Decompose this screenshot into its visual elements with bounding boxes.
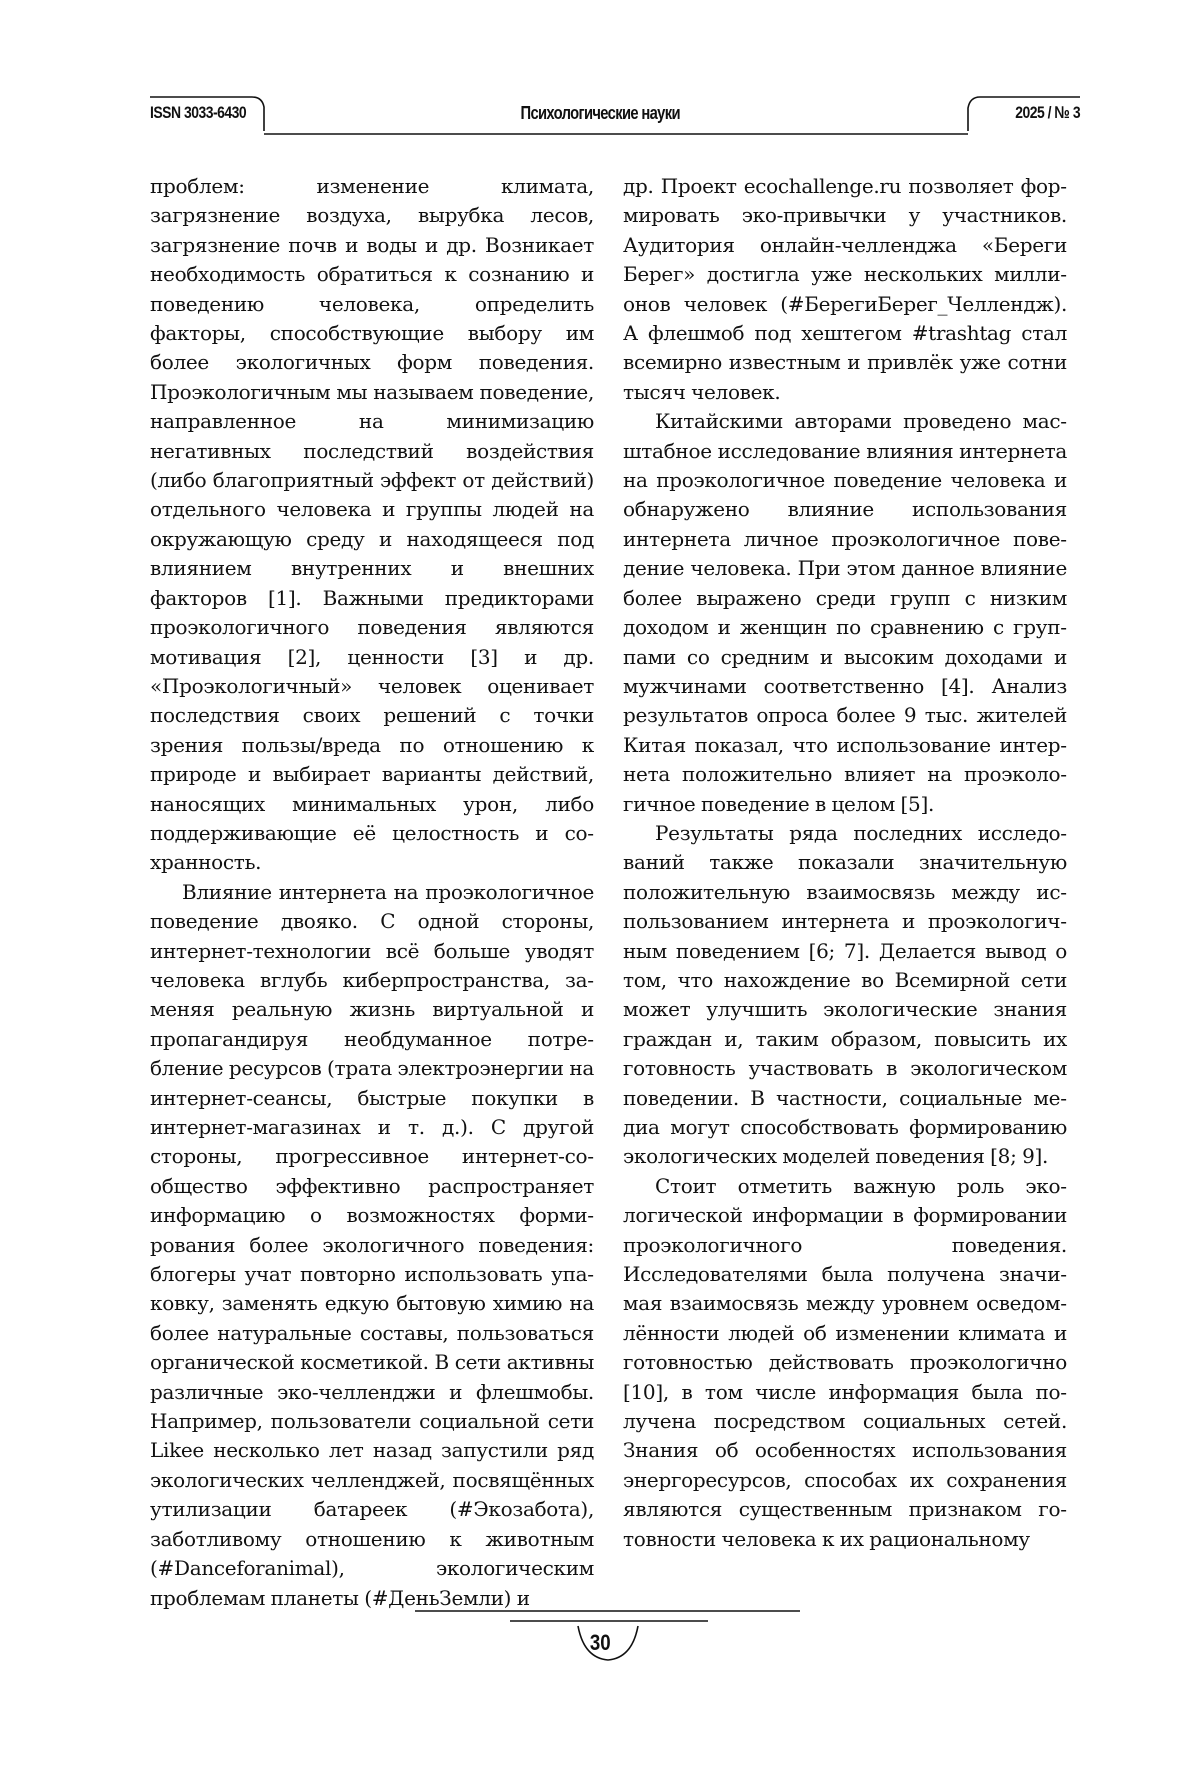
page-number	[0, 1630, 1200, 1656]
page-number-text: 30	[589, 1630, 611, 1655]
paragraph: Китайскими авторами проведено масштабное исследование влияния интернета на проэкологичное поведение человека и обнаружено влияние использования интернета личное проэкологичное поведение человека. При этом данное влияние более выражено среди групп с низким доходом и женщин по сравнению с группами со средним и высоким доходами и мужчинами соответственно [4]. Анализ результатов опроса более 9 тыс. жителей Китая показал, что использование интернета положительно влияет на проэкологичное поведение в целом [5].	[623, 409, 1067, 816]
journal-title-text: Психологические науки	[520, 103, 680, 123]
paragraph: др. Проект ecochallenge.ru позволяет формировать эко-привычки у участников. Аудитория онлайн-челленджа «Береги Берег» достигла уже нескольких миллионов человек (#БерегиБерег_Челлендж). А флешмоб под хештегом #trashtag стал всемирно известным и привлёк уже сотни тысяч человек.	[623, 174, 1067, 404]
paragraph: проблем: изменение климата, загрязнение воздуха, вырубка лесов, загрязнение почв и воды и др. Возникает необходимость обратиться к сознанию и поведению человека, определить факторы, способствующие выбору им более экологичных форм поведения. Проэкологичным мы называем поведение, направленное на минимизацию негативных последствий воздействия (либо благоприятный эффект от действий) отдельного человека и группы людей на окружающую среду и находящееся под влиянием внутренних и внешних факторов [1]. Важными предикторами проэкологичного поведения являются мотивация [2], ценности [3] и др. «Проэкологичный» человек оценивает последствия своих решений с точки зрения пользы/вреда по отношению к природе и выбирает варианты действий, наносящих минимальных урон, либо поддерживающие её целостность и сохранность.	[150, 174, 594, 875]
paragraph: Влияние интернета на проэкологичное поведение двояко. С одной стороны, интернет-технологии всё больше уводят человека вглубь киберпространства, заменяя реальную жизнь виртуальной и пропагандируя необдуманное потребление ресурсов (трата электроэнергии на интернет-сеансы, быстрые покупки в интернет-магазинах и т. д.). С другой стороны, прогрессивное интернет-сообщество эффективно распространяет информацию о возможностях формирования более экологичного поведения: блогеры учат повторно использовать упаковку, заменять едкую бытовую химию на более натуральные составы, пользоваться органической косметикой. В сети активны различные эко-челленджи и флешмобы. Например, пользователи социальной сети Likee несколько лет назад запустили ряд экологических челленджей, посвящённых утилизации батареек (#Экозабота), заботливому отношению к животным (#Danceforanimal), экологическим проблемам планеты (#ДеньЗемли) и	[150, 879, 594, 1610]
paragraph: Стоит отметить важную роль экологической информации в формировании проэкологичного поведения. Исследователями была получена значимая взаимосвязь между уровнем осведомлённости людей об изменении климата и готовностью действовать проэкологично [10], в том числе информация была получена посредством социальных сетей. Знания об особенностях использования энергоресурсов, способах их сохранения являются существенным признаком готовности человека к их рациональному	[623, 1173, 1067, 1551]
header-issn: ISSN 3033-6430	[150, 103, 247, 122]
left-column	[150, 172, 594, 1613]
paragraph: Результаты ряда последних исследований также показали значительную положительную взаимосвязь между использованием интернета и проэкологичным поведением [6; 7]. Делается вывод о том, что нахождение во Всемирной сети может улучшить экологические знания граждан и, таким образом, повысить их готовность участвовать в экологическом поведении. В частности, социальные медиа могут способствовать формированию экологических моделей поведения [8; 9].	[623, 820, 1067, 1169]
header-issue: 2025 / № 3	[1015, 103, 1080, 122]
right-column	[623, 172, 1067, 1554]
